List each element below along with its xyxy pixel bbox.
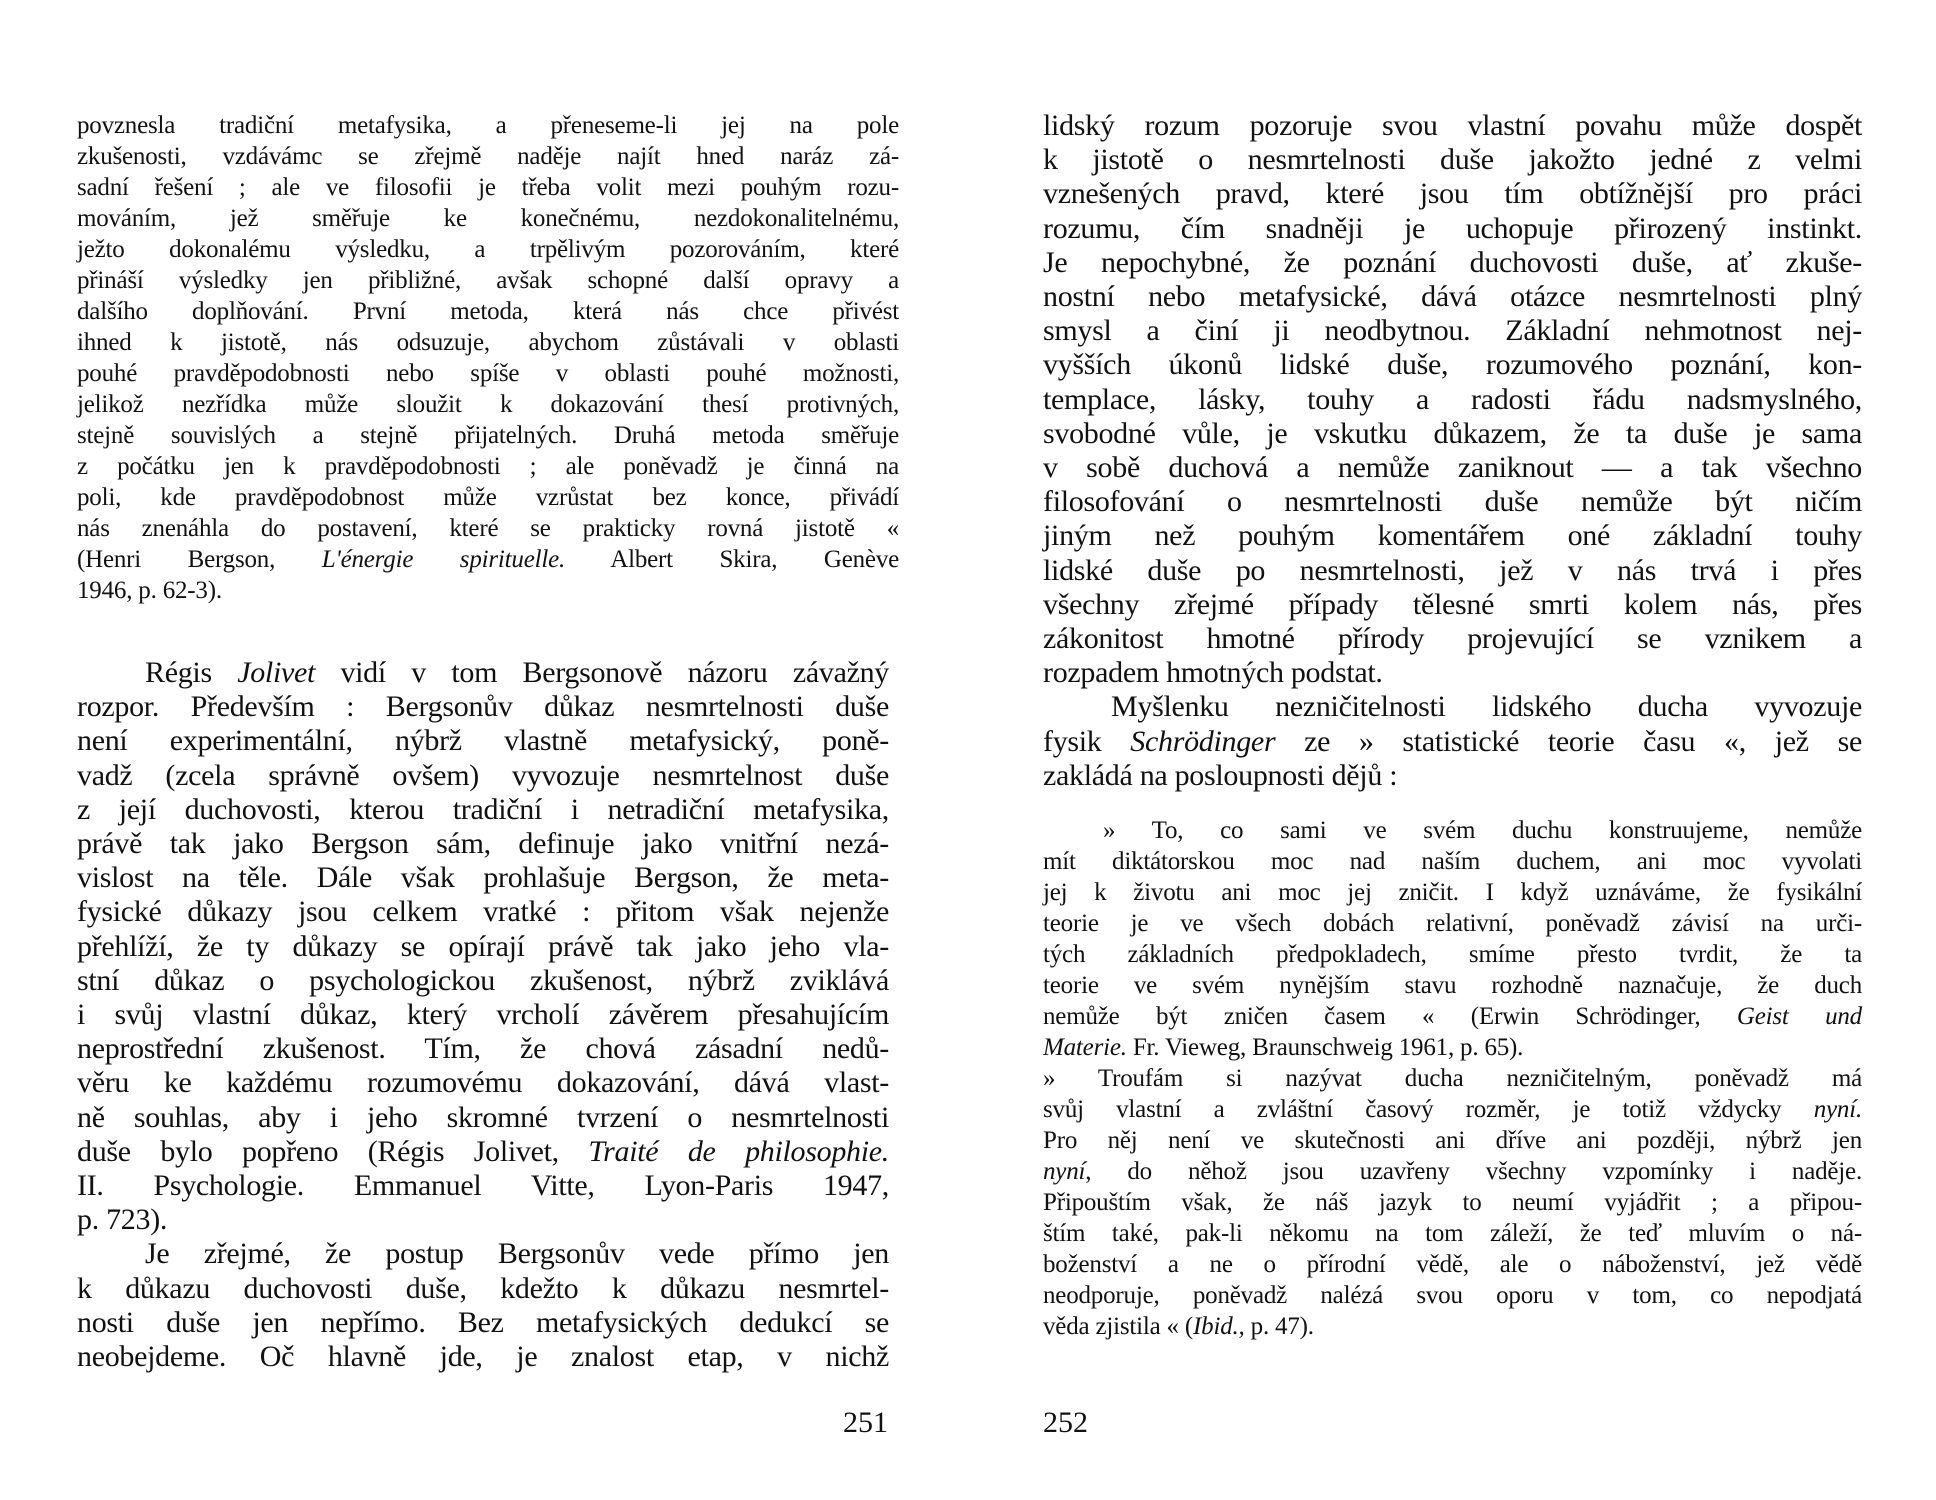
text-segment: II. Psychologie. Emmanuel Vitte, Lyon-Paris 1947, (77, 1169, 889, 1203)
text-line (1043, 314, 1862, 348)
italic-text: L'énergie spirituelle. (321, 546, 566, 573)
text-segment: právě tak jako Bergson sám, definuje jako vnitřní nezá- (77, 827, 889, 861)
paragraph (1043, 690, 1862, 793)
text-line (1043, 383, 1862, 417)
text-segment: vislost na těle. Dále však prohlašuje Bergson, že meta- (77, 861, 889, 895)
text-segment: jiným než pouhým komentářem oné základní touhy (1043, 519, 1862, 553)
text-line (1043, 846, 1862, 877)
text-segment: tých základních předpokladech, smíme přesto tvrdit, že ta (1043, 941, 1862, 968)
text-segment: štím také, pak-li někomu na tom záleží, že teď mluvím o ná- (1043, 1220, 1862, 1247)
text-line (1043, 1125, 1862, 1156)
text-segment: pouhé pravděpodobnosti nebo spíše v oblasti pouhé možnosti, (77, 360, 899, 387)
paragraph (1043, 1063, 1862, 1342)
text-line (1043, 280, 1862, 314)
text-line (1043, 970, 1862, 1001)
text-segment: dalšího doplňování. První metoda, která nás chce přivést (77, 298, 899, 325)
text-segment: Fr. Vieweg, Braunschweig 1961, p. 65). (1126, 1034, 1524, 1061)
text-segment: Je zřejmé, že postup Bergsonův vede přímo jen (145, 1237, 889, 1271)
italic-text: Materie. (1043, 1034, 1127, 1061)
text-line (1043, 815, 1862, 846)
text-segment: fysik (1043, 724, 1131, 758)
text-segment: není experimentální, nýbrž vlastně metafysický, poně- (77, 724, 889, 758)
text-line (77, 793, 889, 827)
text-line (77, 1272, 889, 1306)
text-line (77, 690, 889, 724)
text-line (1043, 725, 1862, 759)
text-line (1043, 519, 1862, 553)
text-segment: z její duchovosti, kterou tradiční i netradiční metafysika, (77, 792, 889, 826)
text-segment: lidský rozum pozoruje svou vlastní povahu může dospět (1043, 109, 1862, 142)
text-line (77, 1101, 889, 1135)
text-line (1043, 485, 1862, 519)
text-segment: (Henri Bergson, (77, 546, 322, 573)
text-segment: p. 723). (77, 1203, 168, 1237)
text-line (77, 513, 899, 544)
paragraph (1043, 815, 1862, 1063)
text-segment: » Troufám si nazývat ducha nezničitelným, poněvadž má (1043, 1065, 1862, 1092)
text-line (1043, 1001, 1862, 1032)
page-number-right: 252 (1043, 1406, 1088, 1439)
text-line (1043, 177, 1862, 211)
text-line (77, 482, 899, 513)
text-segment: Připouštím však, že náš jazyk to neumí vyjádřit ; a připou- (1043, 1189, 1862, 1216)
text-segment: ze » statistické teorie času «, jež se (1275, 724, 1862, 758)
text-segment: » To, co sami ve svém duchu konstruujeme, nemůže (1103, 817, 1862, 844)
text-line (77, 1203, 889, 1237)
text-segment: přehlíží, že ty důkazy se opírají právě tak jako jeho vla- (77, 929, 889, 963)
text-segment: nostní nebo metafysické, dává otázce nesmrtelnosti plný (1043, 280, 1862, 314)
text-line (77, 930, 889, 964)
text-line (1043, 212, 1862, 246)
text-line (1043, 939, 1862, 970)
text-line (77, 656, 889, 690)
text-line (77, 389, 899, 420)
text-segment: Albert Skira, Genève (565, 546, 900, 573)
text-line (1043, 877, 1862, 908)
text-segment: ně souhlas, aby i jeho skromné tvrzení o nesmrtelnosti (77, 1100, 889, 1134)
text-segment: ježto dokonalému výsledku, a trpělivým pozorováním, které (77, 236, 899, 263)
text-segment: p. 47). (1244, 1313, 1314, 1340)
page-number-left: 251 (843, 1406, 888, 1439)
text-line (1043, 451, 1862, 485)
text-segment: i svůj vlastní důkaz, který vrcholí závěrem přesahujícím (77, 998, 889, 1032)
text-line (77, 724, 889, 758)
paragraph (77, 110, 899, 606)
text-segment: k jistotě o nesmrtelnosti duše jakožto jedné z velmi (1043, 143, 1862, 177)
text-segment: smysl a činí ji neodbytnou. Základní nehmotnost nej- (1043, 314, 1862, 348)
text-line (77, 1237, 889, 1271)
text-segment: vidí v tom Bergsonově názoru závažný (315, 656, 889, 689)
text-line (1043, 143, 1862, 177)
italic-text: Jolivet (237, 656, 316, 689)
text-segment: lidské duše po nesmrtelnosti, jež v nás trvá i přes (1043, 553, 1862, 587)
text-segment: věru ke každému rozumovému dokazování, dává vlast- (77, 1066, 889, 1100)
text-line (1043, 109, 1862, 143)
text-segment: jej k životu ani moc jej zničit. I když uznáváme, že fysikální (1043, 879, 1862, 906)
text-line (1043, 656, 1862, 690)
text-line (1043, 417, 1862, 451)
text-line (1043, 908, 1862, 939)
text-line (1043, 1280, 1862, 1311)
text-line (1043, 1311, 1862, 1342)
text-segment: filosofování o nesmrtelnosti duše nemůže být ničím (1043, 485, 1862, 519)
text-segment: Myšlenku nezničitelnosti lidského ducha vyvozuje (1111, 690, 1862, 724)
text-line (77, 110, 899, 141)
text-segment: k důkazu duchovosti duše, kdežto k důkazu nesmrtel- (77, 1271, 889, 1305)
text-segment: přináší výsledky jen přibližné, avšak schopné další opravy a (77, 267, 899, 294)
text-line (1043, 622, 1862, 656)
text-segment: věda zjistila « ( (1043, 1313, 1194, 1340)
text-line (1043, 1218, 1862, 1249)
text-line (1043, 246, 1862, 280)
text-line (77, 861, 889, 895)
text-line (77, 1169, 889, 1203)
italic-text: Geist und (1736, 1003, 1862, 1030)
text-segment: stní důkaz o psychologickou zkušenost, nýbrž zviklává (77, 963, 889, 997)
text-segment: rozpor. Především : Bergsonův důkaz nesmrtelnosti duše (77, 690, 889, 724)
text-segment: , do něhož jsou uzavřeny všechny vzpomínky i naděje. (1085, 1158, 1862, 1185)
text-segment: svůj vlastní a zvláštní časový rozměr, je totiž vždycky (1043, 1096, 1814, 1123)
text-line (77, 327, 899, 358)
italic-text: Traité de philosophie. (588, 1134, 889, 1168)
italic-text: nyní (1043, 1158, 1086, 1185)
text-line (77, 172, 899, 203)
text-line (77, 544, 899, 575)
text-segment: neprostřední zkušenost. Tím, že chová zásadní nedů- (77, 1032, 889, 1066)
text-segment: nás znenáhla do postavení, které se prakticky rovná jistotě « (77, 515, 899, 542)
text-line (77, 1135, 889, 1169)
text-segment: vadž (zcela správně ovšem) vyvozuje nesmrtelnost duše (77, 758, 889, 792)
text-line (77, 895, 889, 929)
text-segment: mít diktátorskou moc nad naším duchem, ani moc vyvolati (1043, 848, 1862, 875)
paragraph (1043, 109, 1862, 690)
text-segment: Je nepochybné, že poznání duchovosti duše, ať zkuše- (1043, 245, 1862, 279)
right-body-text (1043, 109, 1862, 793)
text-segment: fysické důkazy jsou celkem vratké : přitom však nejenže (77, 895, 889, 929)
text-line (77, 358, 899, 389)
text-line (1043, 1249, 1862, 1280)
text-line (77, 451, 899, 482)
text-segment: teorie je ve všech dobách relativní, poněvadž závisí na urči- (1043, 910, 1862, 937)
text-line (77, 1066, 889, 1100)
text-line (1043, 690, 1862, 724)
text-segment: zkušenosti, vzdávámc se zřejmě naděje najít hned naráz zá- (77, 143, 899, 170)
paragraph (77, 1237, 889, 1374)
text-line (77, 1340, 889, 1374)
text-segment: neodporuje, poněvadž nalézá svou oporu v tom, co nepodjatá (1043, 1282, 1862, 1309)
text-line (77, 141, 899, 172)
text-line (1043, 1187, 1862, 1218)
text-segment: templace, lásky, touhy a radosti řádu nadsmyslného, (1043, 382, 1862, 416)
text-segment: všechny zřejmé případy tělesné smrti kolem nás, přes (1043, 587, 1862, 621)
text-segment: nosti duše jen nepřímo. Bez metafysických dedukcí se (77, 1305, 889, 1339)
text-segment: svobodné vůle, je vskutku důkazem, že ta duše je sama (1043, 416, 1862, 450)
text-segment: nemůže být zničen časem « (Erwin Schrödinger, (1043, 1003, 1737, 1030)
text-segment: ihned k jistotě, nás odsuzuje, abychom zůstávali v oblasti (77, 329, 899, 356)
text-segment: duše bylo popřeno (Régis Jolivet, (77, 1134, 589, 1168)
text-line (1043, 348, 1862, 382)
text-segment: 1946, p. 62-3). (77, 577, 222, 604)
left-quote-tail (77, 110, 899, 606)
text-segment: poli, kde pravděpodobnost může vzrůstat bez konce, přivádí (77, 484, 899, 511)
paragraph (77, 656, 889, 1237)
text-segment: vyšších úkonů lidské duše, rozumového poznání, kon- (1043, 348, 1862, 382)
text-segment: Pro něj není ve skutečnosti ani dříve ani později, nýbrž jen (1043, 1127, 1862, 1154)
text-line (1043, 1063, 1862, 1094)
text-line (1043, 1032, 1862, 1063)
text-segment: rozpadem hmotných podstat. (1043, 656, 1383, 690)
text-segment: stejně souvislých a stejně přijatelných. Druhá metoda směřuje (77, 422, 899, 449)
text-line (1043, 554, 1862, 588)
text-line (77, 296, 899, 327)
text-line (1043, 588, 1862, 622)
text-line (77, 827, 889, 861)
text-segment: mováním, jež směřuje ke konečnému, nezdokonalitelnému, (77, 205, 899, 232)
text-segment: povznesla tradiční metafysika, a přeneseme-li jej na pole (77, 112, 899, 139)
right-block-quote (1043, 815, 1862, 1342)
text-line (1043, 1156, 1862, 1187)
text-segment: z počátku jen k pravděpodobnosti ; ale poněvadž je činná na (77, 453, 899, 480)
text-segment: boženství a ne o přírodní vědě, ale o náboženství, jež vědě (1043, 1251, 1862, 1278)
text-line (1043, 1094, 1862, 1125)
text-line (77, 420, 899, 451)
text-segment: zákonitost hmotné přírody projevující se vznikem a (1043, 622, 1862, 656)
italic-text: nyní. (1813, 1096, 1862, 1123)
text-line (77, 998, 889, 1032)
text-line (77, 234, 899, 265)
italic-text: Ibid., (1193, 1313, 1245, 1340)
text-segment: Régis (145, 656, 238, 689)
text-segment: jelikož nezřídka může sloužit k dokazování thesí protivných, (77, 391, 899, 418)
text-segment: zakládá na posloupnosti dějů : (1043, 758, 1398, 792)
text-line (77, 1306, 889, 1340)
text-line (77, 203, 899, 234)
text-line (1043, 759, 1862, 793)
text-segment: vznešených pravd, které jsou tím obtížnější pro práci (1043, 177, 1862, 211)
text-segment: neobejdeme. Oč hlavně jde, je znalost etap, v nichž (77, 1340, 889, 1374)
italic-text: Schrödinger (1130, 724, 1276, 758)
text-segment: rozumu, čím snadněji je uchopuje přirozený instinkt. (1043, 211, 1862, 245)
text-line (77, 575, 899, 606)
text-segment: v sobě duchová a nemůže zaniknout — a tak všechno (1043, 451, 1862, 485)
text-segment: teorie ve svém nynějším stavu rozhodně naznačuje, že duch (1043, 972, 1862, 999)
text-line (77, 759, 889, 793)
text-line (77, 1032, 889, 1066)
left-body-text (77, 656, 889, 1374)
text-segment: sadní řešení ; ale ve filosofii je třeba volit mezi pouhým rozu- (77, 174, 899, 201)
text-line (77, 964, 889, 998)
text-line (77, 265, 899, 296)
